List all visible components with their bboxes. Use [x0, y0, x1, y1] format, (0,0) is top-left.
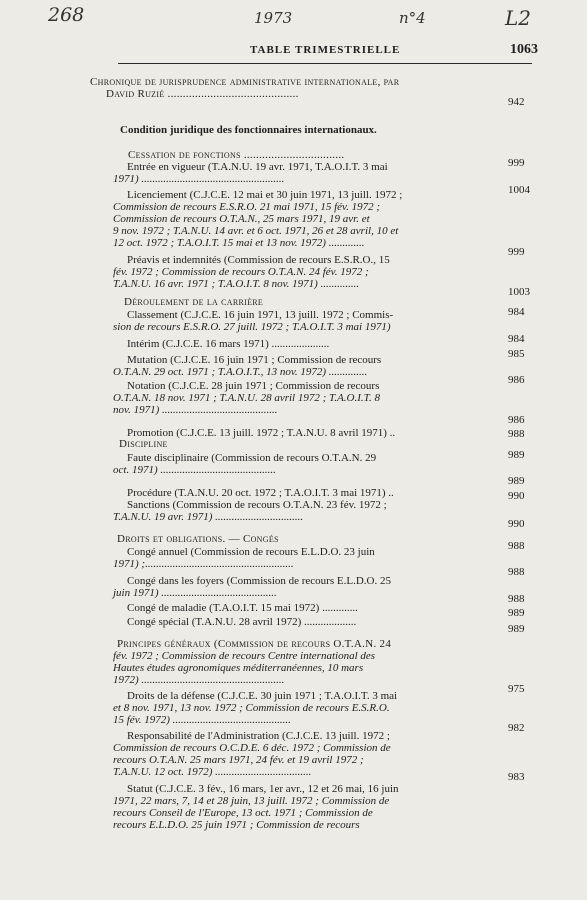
- handwritten-issue: n°4: [399, 9, 426, 27]
- index-line: Congé annuel (Commission de recours E.L.D.O. 23 juin: [127, 546, 375, 558]
- page-reference: 990: [508, 490, 525, 502]
- page-reference: 988: [508, 428, 525, 440]
- page-reference: 1004: [508, 184, 530, 196]
- page-reference: 986: [508, 414, 525, 426]
- index-line: Faute disciplinaire (Commission de recours O.T.A.N. 29: [127, 452, 377, 464]
- index-line: fév. 1972 ; Commission de recours Centre international des: [113, 650, 376, 662]
- index-line: 15 fév. 1972) ...........................................: [113, 714, 291, 726]
- handwritten-year: 1973: [254, 9, 293, 27]
- index-line: et 8 nov. 1971, 13 nov. 1972 ; Commission de recours E.S.R.O.: [113, 702, 390, 714]
- index-line: Statut (C.J.C.E. 3 fév., 16 mars, 1er avr., 12 et 26 mai, 16 juin: [127, 783, 399, 795]
- index-line: Intérim (C.J.C.E. 16 mars 1971) .....................: [127, 338, 330, 350]
- index-line: Discipline: [119, 438, 168, 450]
- index-line: 12 oct. 1972 ; T.A.O.I.T. 15 mai et 13 nov. 1972) .............: [113, 237, 365, 249]
- page-reference: 990: [508, 518, 525, 530]
- index-line: Promotion (C.J.C.E. 13 juill. 1972 ; T.A.N.U. 8 avril 1971) ..: [127, 427, 396, 439]
- index-line: Condition juridique des fonctionnaires internationaux.: [120, 124, 377, 136]
- index-line: Congé dans les foyers (Commission de recours E.L.D.O. 25: [127, 575, 391, 587]
- index-line: Notation (C.J.C.E. 28 juin 1971 ; Commission de recours: [127, 380, 380, 392]
- page-reference: 986: [508, 374, 525, 386]
- page-reference: 988: [508, 566, 525, 578]
- index-line: Droits de la défense (C.J.C.E. 30 juin 1971 ; T.A.O.I.T. 3 mai: [127, 690, 398, 702]
- page-reference: 999: [508, 157, 525, 169]
- page-reference: 984: [508, 333, 525, 345]
- index-line: Commission de recours E.S.R.O. 21 mai 1971, 15 fév. 1972 ;: [113, 201, 381, 213]
- index-line: Hautes études agronomiques méditerranéennes, 10 mars: [113, 662, 364, 674]
- index-line: 9 nov. 1972 ; T.A.N.U. 14 avr. et 6 oct. 1971, 26 et 28 avril, 10 et: [113, 225, 399, 237]
- index-line: 1971, 22 mars, 7, 14 et 28 juin, 13 juill. 1972 ; Commission de: [113, 795, 390, 807]
- index-line: Principes généraux (Commission de recours O.T.A.N. 24: [117, 638, 392, 650]
- index-line: T.A.N.U. 16 avr. 1971 ; T.A.O.I.T. 8 nov. 1971) ..............: [113, 278, 360, 290]
- page-number: 1063: [510, 42, 538, 57]
- page-reference: 989: [508, 449, 525, 461]
- index-line: Congé spécial (T.A.N.U. 28 avril 1972) ...................: [127, 616, 357, 628]
- index-line: sion de recours E.S.R.O. 27 juill. 1972 ; T.A.O.I.T. 3 mai 1971): [113, 321, 391, 333]
- index-line: Licenciement (C.J.C.E. 12 mai et 30 juin 1971, 13 juill. 1972 ;: [127, 189, 403, 201]
- page-reference: 982: [508, 722, 525, 734]
- index-line: 1971) ....................................................: [113, 173, 285, 185]
- page-reference: 985: [508, 348, 525, 360]
- page-reference: 989: [508, 475, 525, 487]
- page-reference: 975: [508, 683, 525, 695]
- index-line: 1972) ....................................................: [113, 674, 285, 686]
- index-line: David Ruzié ...........................................: [106, 88, 299, 100]
- handwritten-corner-mark: L2: [505, 6, 532, 30]
- index-line: T.A.N.U. 19 avr. 1971) ................................: [113, 511, 304, 523]
- handwritten-number: 268: [48, 4, 85, 26]
- page-reference: 989: [508, 623, 525, 635]
- page-reference: 999: [508, 246, 525, 258]
- index-line: recours E.L.D.O. 25 juin 1971 ; Commission de recours: [113, 819, 360, 831]
- index-line: Entrée en vigueur (T.A.N.U. 19 avr. 1971, T.A.O.I.T. 3 mai: [127, 161, 388, 173]
- page-reference: 988: [508, 593, 525, 605]
- index-line: T.A.N.U. 12 oct. 1972) ...................................: [113, 766, 312, 778]
- index-line: fév. 1972 ; Commission de recours O.T.A.N. 24 fév. 1972 ;: [113, 266, 369, 278]
- page-reference: 942: [508, 96, 525, 108]
- index-line: juin 1971) ..........................................: [113, 587, 277, 599]
- page-reference: 1003: [508, 286, 530, 298]
- index-line: Commission de recours O.C.D.E. 6 déc. 1972 ; Commission de: [113, 742, 391, 754]
- index-line: nov. 1971) ..........................................: [113, 404, 278, 416]
- running-header-title: TABLE TRIMESTRIELLE: [250, 44, 401, 56]
- page-reference: 988: [508, 540, 525, 552]
- index-line: O.T.A.N. 29 oct. 1971 ; T.A.O.I.T., 13 nov. 1972) ..............: [113, 366, 368, 378]
- page-reference: 983: [508, 771, 525, 783]
- index-line: Préavis et indemnités (Commission de recours E.S.R.O., 15: [127, 254, 390, 266]
- index-line: Responsabilité de l'Administration (C.J.C.E. 13 juill. 1972 ;: [127, 730, 390, 742]
- index-line: Sanctions (Commission de recours O.T.A.N. 23 fév. 1972 ;: [127, 499, 387, 511]
- index-line: Droits et obligations. — Congés: [117, 533, 279, 545]
- page-reference: 984: [508, 306, 525, 318]
- index-line: Cessation de fonctions .................................: [128, 149, 345, 161]
- index-line: Chronique de jurisprudence administrative internationale, par: [90, 76, 400, 88]
- index-line: Classement (C.J.C.E. 16 juin 1971, 13 juill. 1972 ; Commis-: [127, 309, 394, 321]
- page-reference: 989: [508, 607, 525, 619]
- index-line: Commission de recours O.T.A.N., 25 mars 1971, 19 avr. et: [113, 213, 370, 225]
- index-line: oct. 1971) ..........................................: [113, 464, 276, 476]
- index-line: recours O.T.A.N. 25 mars 1971, 24 fév. et 19 avril 1972 ;: [113, 754, 364, 766]
- index-line: Déroulement de la carrière: [124, 296, 264, 308]
- index-line: O.T.A.N. 18 nov. 1971 ; T.A.N.U. 28 avril 1972 ; T.A.O.I.T. 8: [113, 392, 380, 404]
- index-line: Congé de maladie (T.A.O.I.T. 15 mai 1972) .............: [127, 602, 358, 614]
- index-line: Mutation (C.J.C.E. 16 juin 1971 ; Commission de recours: [127, 354, 382, 366]
- index-line: recours Conseil de l'Europe, 13 oct. 1971 ; Commission de: [113, 807, 373, 819]
- index-line: 1971) ;......................................................: [113, 558, 294, 570]
- index-line: Procédure (T.A.N.U. 20 oct. 1972 ; T.A.O.I.T. 3 mai 1971) ..: [127, 487, 394, 499]
